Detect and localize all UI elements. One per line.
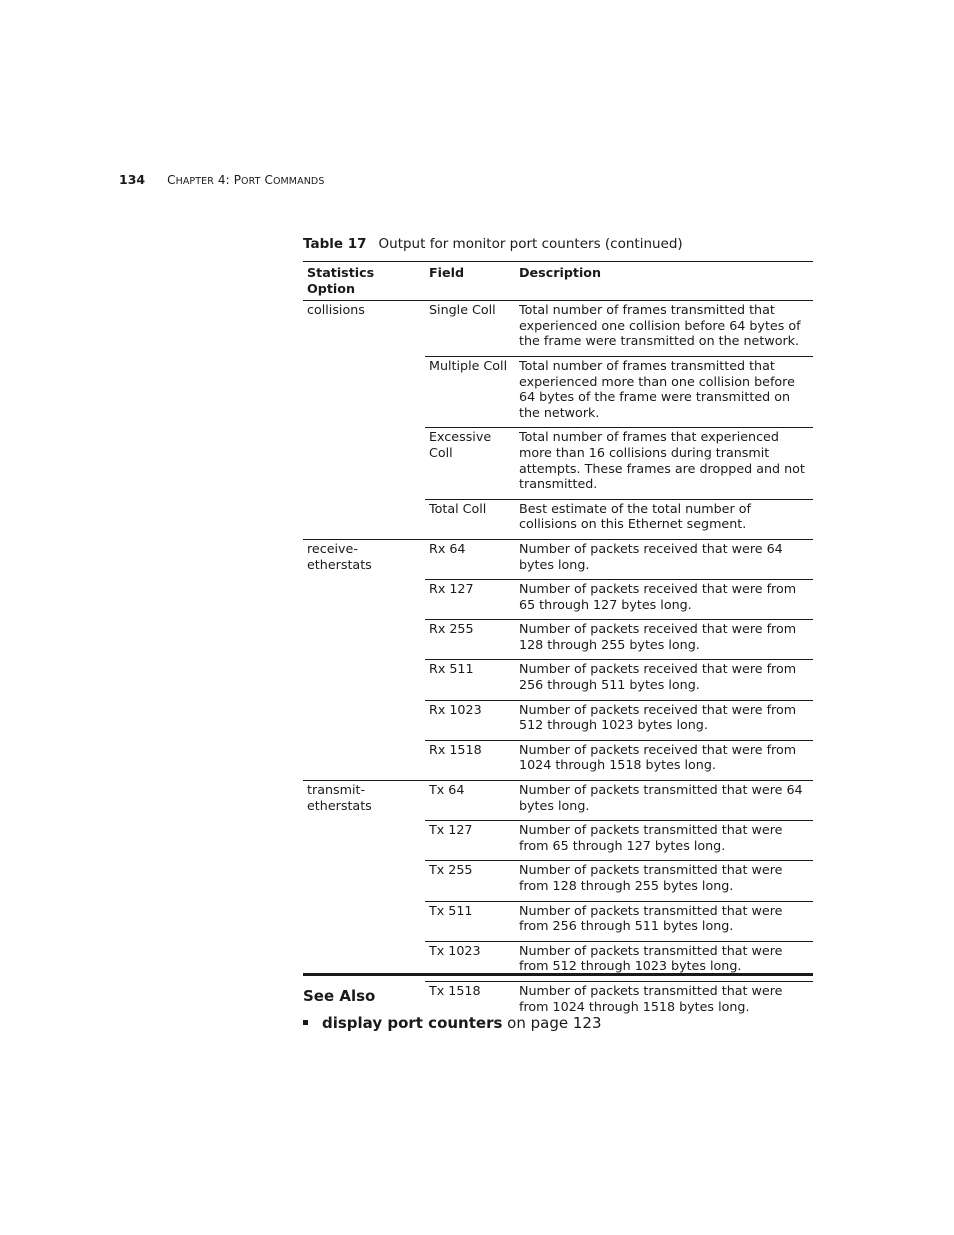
field-cell: Rx 127 [425, 580, 515, 620]
table-body [303, 301, 813, 1021]
field-cell: Tx 1518 [425, 981, 515, 1021]
running-header [119, 172, 324, 190]
field-cell: Rx 1023 [425, 700, 515, 740]
table-row [303, 499, 813, 539]
table-row [303, 580, 813, 620]
table-row [303, 740, 813, 780]
table-row [303, 700, 813, 740]
table-row [303, 356, 813, 427]
table-row [303, 781, 813, 821]
description-cell: Total number of frames transmitted that experienced one collision before 64 bytes of the frame were transmitted on the network. [519, 302, 801, 349]
table-row [303, 428, 813, 499]
table-caption [303, 235, 683, 253]
statistics-option-cell [303, 580, 425, 620]
table-bottom-rule [303, 973, 813, 976]
description-cell: Best estimate of the total number of collisions on this Ethernet segment. [515, 499, 813, 539]
table-row [303, 821, 813, 861]
statistics-option-cell [303, 700, 425, 740]
field-cell: Total Coll [425, 499, 515, 539]
description-cell: Number of packets received that were from 512 through 1023 bytes long. [515, 700, 813, 740]
statistics-option-cell [303, 620, 425, 660]
statistics-option-cell: receive-etherstats [303, 539, 425, 579]
statistics-option-cell [303, 499, 425, 539]
statistics-option-cell [303, 428, 425, 499]
field-cell: Tx 127 [425, 821, 515, 861]
field-cell: Excessive Coll [425, 428, 515, 499]
page-number: 134 [119, 172, 146, 187]
table-caption-text: Output for monitor port counters (continued) [378, 236, 683, 252]
statistics-option-cell [303, 356, 425, 427]
description-cell: Number of packets transmitted that were from 256 through 511 bytes long. [515, 901, 813, 941]
description-cell: Number of packets transmitted that were from 512 through 1023 bytes long. [515, 941, 813, 981]
description-cell: Total number of frames transmitted that experienced more than one collision before 64 bytes of the frame were transmitted on the network. [515, 356, 813, 427]
table-row [303, 620, 813, 660]
table-header-row [303, 262, 813, 301]
reference-link[interactable]: display port counters [322, 1014, 503, 1032]
description-cell: Number of packets received that were 64 bytes long. [515, 539, 813, 579]
description-cell: Number of packets received that were from 128 through 255 bytes long. [515, 620, 813, 660]
table-row [303, 660, 813, 700]
field-cell: Tx 511 [425, 901, 515, 941]
see-also-reference [303, 1013, 602, 1033]
description-cell: Number of packets transmitted that were 64 bytes long. [515, 781, 813, 821]
description-cell: Number of packets received that were from 256 through 511 bytes long. [515, 660, 813, 700]
field-cell: Rx 1518 [425, 740, 515, 780]
chapter-title: CHAPTER 4: PORT COMMANDS [167, 173, 325, 187]
port-counters-table [303, 261, 813, 1021]
description-cell: Number of packets received that were from 65 through 127 bytes long. [515, 580, 813, 620]
table-label: Table 17 [303, 236, 367, 252]
statistics-option-cell: collisions [307, 302, 365, 318]
column-header-field: Field [425, 262, 515, 301]
description-cell: Number of packets received that were from 1024 through 1518 bytes long. [515, 740, 813, 780]
field-cell: Tx 1023 [425, 941, 515, 981]
table-row [303, 861, 813, 901]
table-row [303, 301, 813, 357]
see-also-heading: See Also [303, 987, 376, 1005]
field-cell: Rx 64 [425, 539, 515, 579]
description-cell: Number of packets transmitted that were from 128 through 255 bytes long. [515, 861, 813, 901]
table-row [303, 901, 813, 941]
field-cell: Multiple Coll [425, 356, 515, 427]
description-cell: Total number of frames that experienced more than 16 collisions during transmit attempts. These frames are dropped and not transmitted. [515, 428, 813, 499]
column-header-statistics-option: Statistics Option [303, 262, 425, 301]
statistics-option-cell [303, 901, 425, 941]
table-row [303, 539, 813, 579]
statistics-option-cell: transmit-etherstats [303, 781, 425, 821]
statistics-option-cell [303, 660, 425, 700]
statistics-option-cell [303, 740, 425, 780]
statistics-option-cell [303, 861, 425, 901]
field-cell: Tx 255 [425, 861, 515, 901]
statistics-option-cell [303, 821, 425, 861]
field-cell: Single Coll [429, 302, 496, 318]
column-header-description: Description [515, 262, 813, 301]
description-cell: Number of packets transmitted that were from 65 through 127 bytes long. [515, 821, 813, 861]
bullet-icon [303, 1020, 308, 1025]
reference-page: on page 123 [502, 1014, 602, 1032]
description-cell: Number of packets transmitted that were from 1024 through 1518 bytes long. [515, 981, 813, 1021]
field-cell: Tx 64 [425, 781, 515, 821]
field-cell: Rx 511 [425, 660, 515, 700]
field-cell: Rx 255 [425, 620, 515, 660]
